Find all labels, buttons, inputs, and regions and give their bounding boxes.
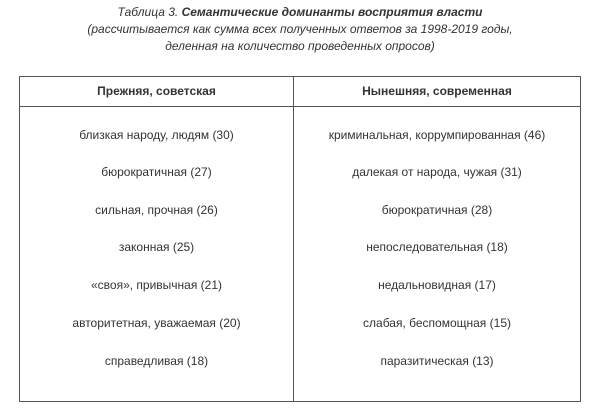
- table-header-row: [20, 77, 580, 107]
- data-table: [19, 76, 581, 402]
- table-cell: авторитетная, уважаемая (20): [72, 316, 241, 330]
- table-cell: криминальная, коррумпированная (46): [328, 128, 546, 142]
- table-cell: недальновидная (17): [378, 278, 496, 292]
- table-cell: бюрократичная (28): [381, 203, 493, 217]
- table-cell: законная (25): [118, 240, 195, 254]
- table-caption: [0, 4, 600, 55]
- table-cell: «своя», привычная (21): [90, 278, 223, 292]
- table-subtitle-line-2: деленная на количество проведенных опросов): [165, 39, 435, 53]
- table-number: Таблица 3.: [117, 5, 179, 19]
- table-cell: бюрократичная (27): [101, 165, 212, 179]
- table-cell: близкая народу, людям (30): [79, 128, 234, 142]
- table-title: [0, 4, 600, 21]
- table-cell: справедливая (18): [104, 354, 209, 368]
- header-cell-past: Прежняя, советская: [97, 84, 216, 98]
- table-subtitle-line-1: (рассчитывается как сумма всех полученных ответов за 1998-2019 годы,: [87, 22, 513, 36]
- table-column-present: [294, 107, 580, 401]
- table-cell: паразитическая (13): [380, 354, 494, 368]
- table-cell: сильная, прочная (26): [95, 203, 218, 217]
- table-cell: непоследовательная (18): [366, 240, 508, 254]
- table-cell: далекая от народа, чужая (31): [352, 165, 522, 179]
- table-column-past: [20, 107, 293, 401]
- table-cell: слабая, беспомощная (15): [363, 316, 511, 330]
- header-cell-present: Нынешняя, современная: [362, 84, 512, 98]
- table-title-text: Семантические доминанты восприятия власти: [181, 5, 483, 19]
